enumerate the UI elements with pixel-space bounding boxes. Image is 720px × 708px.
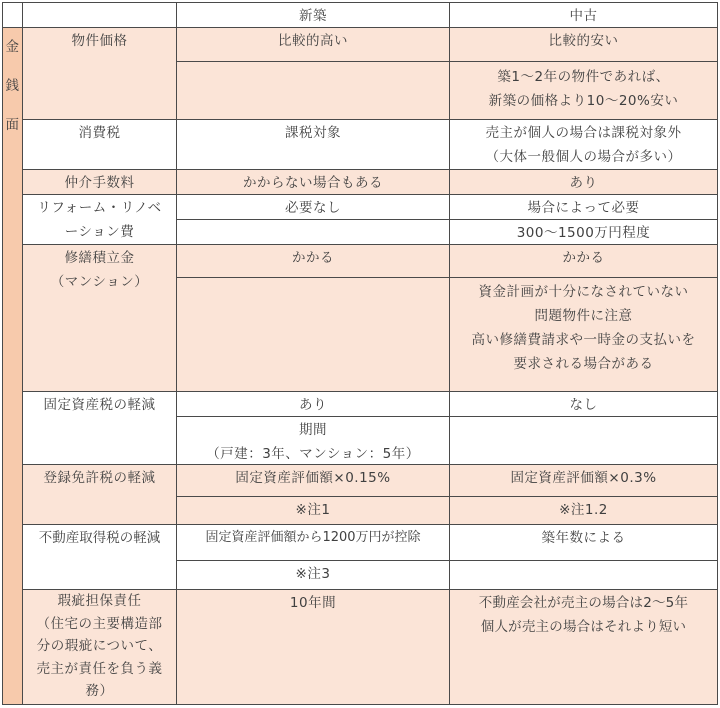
row-label-brokerage-fee: 仲介手数料 — [23, 170, 177, 195]
side-label-monetary — [2, 28, 23, 705]
header-new: 新築 — [177, 2, 450, 28]
renovation-new-note-blank — [177, 220, 450, 245]
row-label-defect-liability — [23, 590, 177, 705]
repair-reserve-new-note-blank — [177, 278, 450, 392]
consumption-tax-new: 課税対象 — [177, 120, 450, 170]
brokerage-fee-used: あり — [450, 170, 718, 195]
label-line: 瑕疵担保責任 — [57, 593, 142, 609]
renovation-used-note: 300〜1500万円程度 — [450, 220, 718, 245]
note-line: 不動産会社が売主の場合は2〜5年 — [478, 595, 689, 611]
note-line: 資金計画が十分になされていない — [478, 284, 689, 300]
note-line: 高い修繕費請求や一時金の支払いを — [471, 332, 696, 348]
header-corner-blank — [2, 2, 23, 28]
note-line: 要求される場合がある — [513, 356, 654, 372]
repair-reserve-used: かかる — [450, 245, 718, 278]
side-label-char: 面 — [5, 117, 20, 133]
note-line: 売主が個人の場合は課税対象外 — [485, 125, 682, 141]
row-label-consumption-tax: 消費税 — [23, 120, 177, 170]
fixed-asset-tax-new-note — [177, 417, 450, 465]
repair-reserve-used-note — [450, 278, 718, 392]
acquisition-tax-new: 固定資産評価額から1200万円が控除 — [177, 525, 450, 561]
side-label-char: 銭 — [5, 78, 20, 94]
price-used: 比較的安い — [450, 28, 718, 62]
label-line: 売主が責任を負う義 — [36, 660, 163, 677]
renovation-new: 必要なし — [177, 195, 450, 220]
note-line: 期間 — [299, 422, 327, 438]
side-label-char: 金 — [5, 39, 20, 55]
note-line: 築1〜2年の物件であれば、 — [497, 69, 670, 85]
note-line: 個人が売主の場合はそれより短い — [480, 619, 687, 635]
defect-liability-new: 10年間 — [177, 590, 450, 705]
consumption-tax-used — [450, 120, 718, 170]
registration-tax-used: 固定資産評価額×0.3% — [450, 465, 718, 497]
note-line: 新築の価格より10〜20%安い — [488, 93, 679, 109]
registration-tax-new: 固定資産評価額×0.15% — [177, 465, 450, 497]
fixed-asset-tax-used-note-blank — [450, 417, 718, 465]
row-label-repair-reserve — [23, 245, 177, 392]
row-label-registration-tax: 登録免許税の軽減 — [23, 465, 177, 525]
price-used-note — [450, 62, 718, 120]
label-line: ーション費 — [64, 224, 135, 240]
acquisition-tax-used: 築年数による — [450, 525, 718, 561]
header-used: 中古 — [450, 2, 718, 28]
note-line: 問題物件に注意 — [534, 308, 633, 324]
note-line: （大体一般個人の場合が多い） — [485, 149, 682, 165]
label-line: （住宅の主要構造部 — [36, 615, 163, 632]
acquisition-tax-used-note-blank — [450, 561, 718, 590]
row-label-acquisition-tax: 不動産取得税の軽減 — [23, 525, 177, 590]
price-new: 比較的高い — [177, 28, 450, 62]
label-line: （マンション） — [50, 274, 149, 290]
registration-tax-new-note: ※注1 — [177, 497, 450, 525]
price-new-note-blank — [177, 62, 450, 120]
note-line: （戸建：3年、マンション：5年） — [206, 446, 420, 462]
comparison-table — [2, 2, 718, 705]
fixed-asset-tax-used: なし — [450, 392, 718, 417]
brokerage-fee-new: かからない場合もある — [177, 170, 450, 195]
renovation-used: 場合によって必要 — [450, 195, 718, 220]
row-label-renovation — [23, 195, 177, 245]
repair-reserve-new: かかる — [177, 245, 450, 278]
label-line: 修繕積立金 — [64, 250, 135, 266]
label-line: 務） — [85, 683, 114, 700]
acquisition-tax-new-note: ※注3 — [177, 561, 450, 590]
fixed-asset-tax-new: あり — [177, 392, 450, 417]
row-label-price: 物件価格 — [23, 28, 177, 120]
registration-tax-used-note: ※注1.2 — [450, 497, 718, 525]
defect-liability-used — [450, 590, 718, 705]
label-line: リフォーム・リノベ — [37, 200, 162, 216]
header-label-blank — [23, 2, 177, 28]
label-line: 分の瑕疵について、 — [36, 638, 163, 655]
row-label-fixed-asset-tax: 固定資産税の軽減 — [23, 392, 177, 465]
